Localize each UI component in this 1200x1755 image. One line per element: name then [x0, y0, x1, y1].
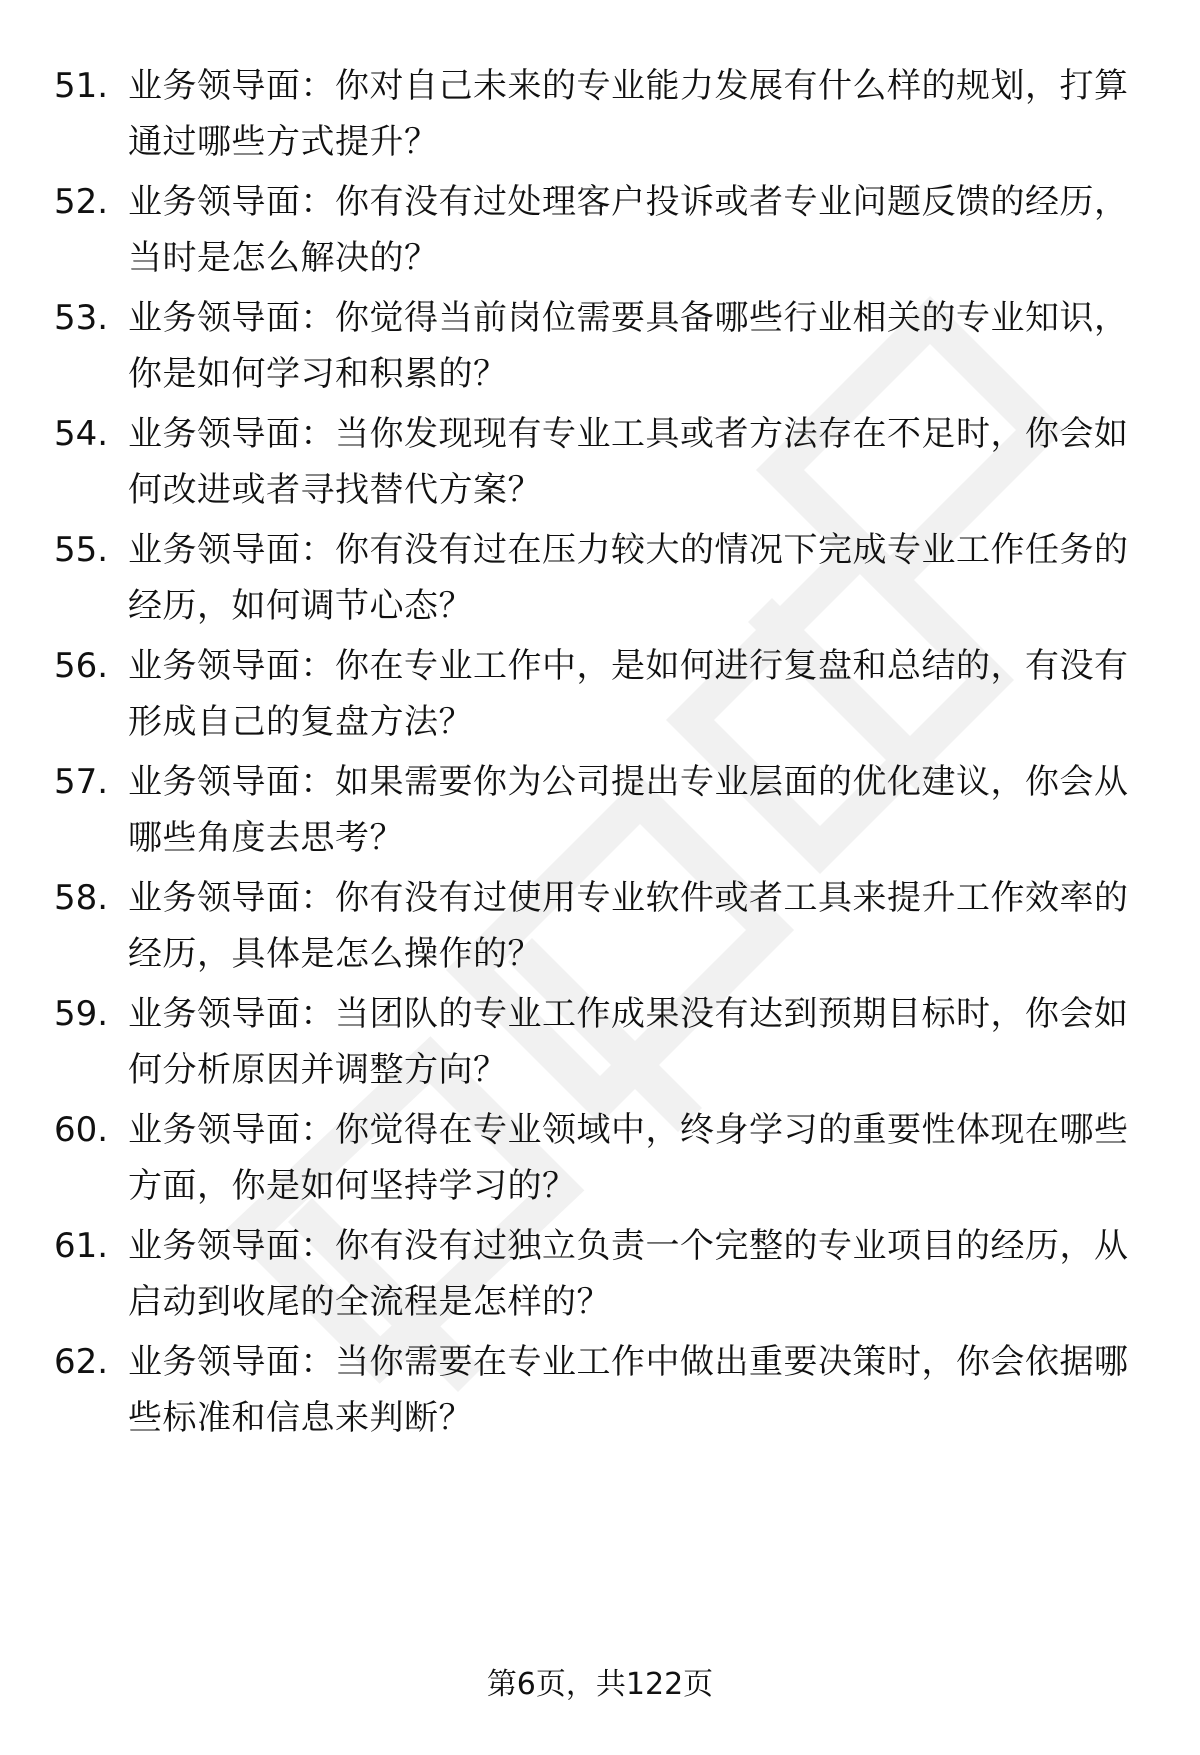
question-text: 业务领导面：你对自己未来的专业能力发展有什么样的规划，打算通过哪些方式提升？: [128, 66, 1129, 162]
question-item-51: [0, 58, 1200, 168]
question-text: 业务领导面：你在专业工作中，是如何进行复盘和总结的，有没有形成自己的复盘方法？: [128, 646, 1129, 742]
question-item-55: [0, 522, 1200, 632]
question-item-56: [0, 638, 1200, 748]
question-number: 62.: [54, 1342, 109, 1382]
question-number: 61.: [54, 1226, 109, 1266]
question-item-59: [0, 986, 1200, 1096]
question-number: 57.: [54, 762, 109, 802]
question-text: 业务领导面：当团队的专业工作成果没有达到预期目标时，你会如何分析原因并调整方向？: [128, 994, 1129, 1090]
question-item-52: [0, 174, 1200, 284]
question-item-53: [0, 290, 1200, 400]
page-number-footer: 第6页，共122页: [486, 1667, 714, 1702]
question-item-58: [0, 870, 1200, 980]
question-text: 业务领导面：当你发现现有专业工具或者方法存在不足时，你会如何改进或者寻找替代方案？: [128, 414, 1129, 510]
question-item-62: [0, 1334, 1200, 1444]
question-number: 58.: [54, 878, 109, 918]
question-number: 52.: [54, 182, 109, 222]
question-item-54: [0, 406, 1200, 516]
question-text: 业务领导面：你觉得当前岗位需要具备哪些行业相关的专业知识，你是如何学习和积累的？: [128, 298, 1129, 394]
question-number: 54.: [54, 414, 109, 454]
question-number: 51.: [54, 66, 109, 106]
question-text: 业务领导面：你有没有过独立负责一个完整的专业项目的经历，从启动到收尾的全流程是怎样的？: [128, 1226, 1129, 1322]
question-number: 53.: [54, 298, 109, 338]
question-text: 业务领导面：你有没有过处理客户投诉或者专业问题反馈的经历，当时是怎么解决的？: [128, 182, 1129, 278]
question-number: 60.: [54, 1110, 109, 1150]
question-text: 业务领导面：你有没有过使用专业软件或者工具来提升工作效率的经历，具体是怎么操作的？: [128, 878, 1129, 974]
question-text: 业务领导面：当你需要在专业工作中做出重要决策时，你会依据哪些标准和信息来判断？: [128, 1342, 1129, 1438]
question-item-61: [0, 1218, 1200, 1328]
question-item-57: [0, 754, 1200, 864]
question-text: 业务领导面：如果需要你为公司提出专业层面的优化建议，你会从哪些角度去思考？: [128, 762, 1129, 858]
question-number: 56.: [54, 646, 109, 686]
question-item-60: [0, 1102, 1200, 1212]
question-number: 55.: [54, 530, 109, 570]
question-text: 业务领导面：你有没有过在压力较大的情况下完成专业工作任务的经历，如何调节心态？: [128, 530, 1129, 626]
question-text: 业务领导面：你觉得在专业领域中，终身学习的重要性体现在哪些方面，你是如何坚持学习的？: [128, 1110, 1129, 1206]
question-number: 59.: [54, 994, 109, 1034]
